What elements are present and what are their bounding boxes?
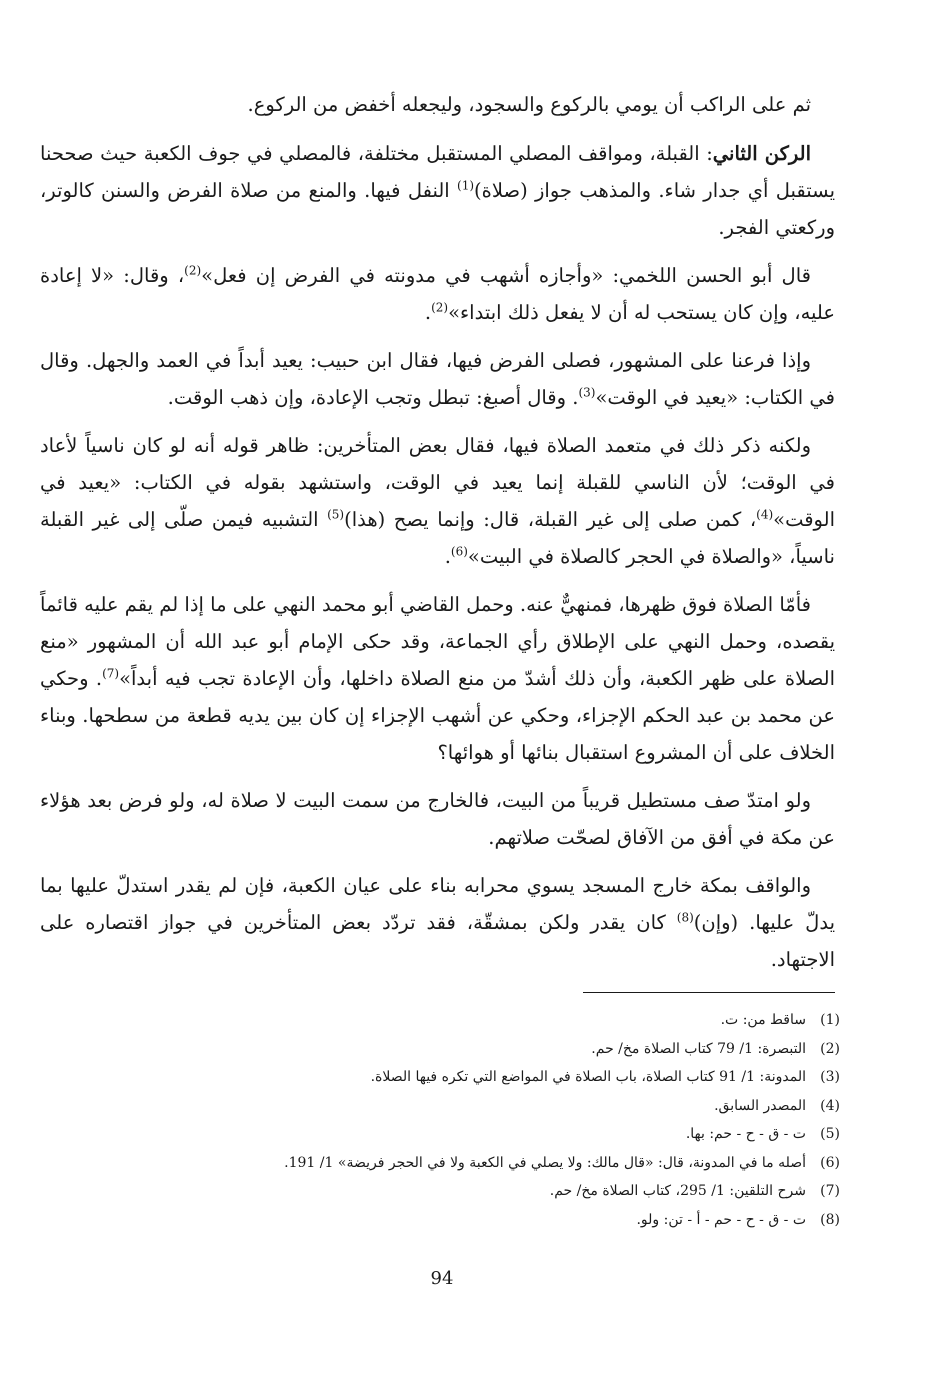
paragraph [40, 782, 835, 856]
footnote-item [100, 1149, 840, 1178]
footnote-text: ت - ق - ح - حم: بها. [685, 1126, 806, 1142]
section-heading: الركن الثاني [712, 142, 811, 165]
footnote-number: (6) [820, 1154, 840, 1171]
footnote-text: المدونة: 1/ 91 كتاب الصلاة، باب الصلاة في المواضع التي تكره فيها الصلاة. [370, 1069, 806, 1085]
footnote-item [100, 1177, 840, 1206]
paragraph [40, 427, 835, 575]
paragraph [40, 586, 835, 771]
footnote-ref: (3) [578, 385, 596, 400]
footnote-number: (3) [820, 1069, 840, 1085]
footnote-text: المصدر السابق. [714, 1097, 806, 1114]
paragraph [40, 257, 835, 331]
text-run: كان يقدر ولكن بمشقّة، فقد تردّد بعض المتأخرين في جواز اقتصاره على الاجتهاد. [40, 911, 835, 971]
footnote-ref: (6) [450, 544, 468, 559]
paragraph [40, 135, 835, 246]
footnote-ref: (2) [431, 300, 449, 315]
text-run: وإذا فرعنا على المشهور، فصلى الفرض فيها، فقال ابن حبيب: يعيد أبداً في العمد والجهل. وقال في الكتاب: «يعيد في الوقت» [40, 349, 835, 409]
text-run: . وقال أصبغ: تبطل وتجب الإعادة، وإن ذهب الوقت. [167, 386, 579, 409]
footnote-item [100, 1063, 840, 1092]
footnote-number: (7) [820, 1183, 840, 1199]
footnotes-list [100, 1006, 840, 1234]
text-run: ثم على الراكب أن يومي بالركوع والسجود، وليجعله أخفض من الركوع. [247, 93, 811, 116]
text-run: ولو امتدّ صف مستطيل قريباً من البيت، فالخارج من سمت البيت لا صلاة له، ولو فرض بعد هؤلاء عن مكة في أفق من الآفاق لصحّت صلاتهم. [40, 789, 835, 849]
footnote-text: التبصرة: 1/ 79 كتاب الصلاة مخ/ حم. [591, 1040, 806, 1057]
text-run: ، كمن صلى إلى غير القبلة، قال: وإنما يصح (هذا) [344, 508, 757, 531]
text-run: والواقف بمكة خارج المسجد يسوي محرابه بناء على عيان الكعبة، فإن لم يقدر استدلّ عليها بما يدلّ عليها. (وإن) [40, 874, 835, 934]
footnote-item [100, 1006, 840, 1035]
text-run: فأمّا الصلاة فوق ظهرها، فمنهيٌّ عنه. وحمل القاضي أبو محمد النهي على ما إذا لم يقم عليه قائماً يقصده، وحمل النهي على الإطلاق رأي الجماعة، وقد حكى الإمام أبو عبد الله أن المشهور «منع الصلاة على ظهر الكعبة، وأن ذلك أشدّ من منع الصلاة داخلها، وأن الإعادة تجب فيه أبداً» [40, 593, 835, 690]
footnote-text: ساقط من: ت. [720, 1012, 806, 1028]
footnote-divider [583, 992, 835, 993]
text-run: النفل فيها. والمنع من صلاة الفرض والسنن كالوتر، وركعتي الفجر. [40, 179, 835, 239]
text-run: . وحكي عن محمد بن عبد الحكم الإجزاء، وحكي عن أشهب الإجزاء إن كان بين يديه قطعة من سطحها. وبناء الخلاف على أن المشروع استقبال بنائها أو هوائها؟ [40, 667, 835, 764]
footnote-ref: (8) [676, 910, 694, 925]
footnote-item [100, 1035, 840, 1064]
text-run: . [424, 301, 432, 324]
footnote-text: أصله ما في المدونة، قال: «قال مالك: ولا يصلي في الكعبة ولا في الحجر فريضة» 1/ 191. [284, 1154, 806, 1171]
paragraph [40, 86, 835, 123]
footnote-item [100, 1120, 840, 1149]
page-number: 94 [430, 1268, 454, 1289]
footnote-text: شرح التلقين: 1/ 295، كتاب الصلاة مخ/ حم. [549, 1183, 806, 1199]
footnote-text: ت - ق - ح - حم - أ - تن: ولو. [636, 1211, 806, 1228]
footnote-ref: (4) [756, 507, 774, 522]
footnote-number: (5) [820, 1126, 840, 1142]
paragraph [40, 342, 835, 416]
text-run: التشبيه فيمن صلّى إلى غير القبلة ناسياً، «والصلاة في الحجر كالصلاة في البيت» [40, 508, 835, 568]
text-run: : القبلة، ومواقف المصلي المستقبل مختلفة، فالمصلي في جوف الكعبة حيث صححنا يستقبل أي جدار شاء. والمذهب جواز (صلاة) [40, 142, 835, 202]
text-run: ولكنه ذكر ذلك في متعمد الصلاة فيها، فقال بعض المتأخرين: ظاهر قوله أنه لو كان ناسياً لأعاد في الوقت؛ لأن الناسي للقبلة إنما يعيد في الوقت، واستشهد بقوله في الكتاب: «يعيد في الوقت» [40, 434, 835, 531]
footnote-ref: (7) [102, 666, 120, 681]
footnote-number: (8) [820, 1211, 840, 1228]
paragraph [40, 867, 835, 978]
text-run: قال أبو الحسن اللخمي: «وأجازه أشهب في مدونته في الفرض إن فعل» [201, 264, 811, 287]
footnote-ref: (2) [184, 263, 202, 278]
footnote-ref: (5) [327, 507, 345, 522]
footnote-number: (4) [820, 1097, 840, 1114]
footnote-number: (2) [820, 1040, 840, 1057]
text-run: ، وقال: «لا إعادة عليه، وإن كان يستحب له أن لا يفعل ذلك ابتداء» [40, 264, 835, 324]
footnote-item [100, 1092, 840, 1121]
text-run: . [444, 545, 451, 568]
main-text [40, 86, 835, 989]
footnote-item [100, 1206, 840, 1235]
footnote-ref: (1) [457, 178, 475, 193]
footnote-number: (1) [820, 1012, 840, 1028]
